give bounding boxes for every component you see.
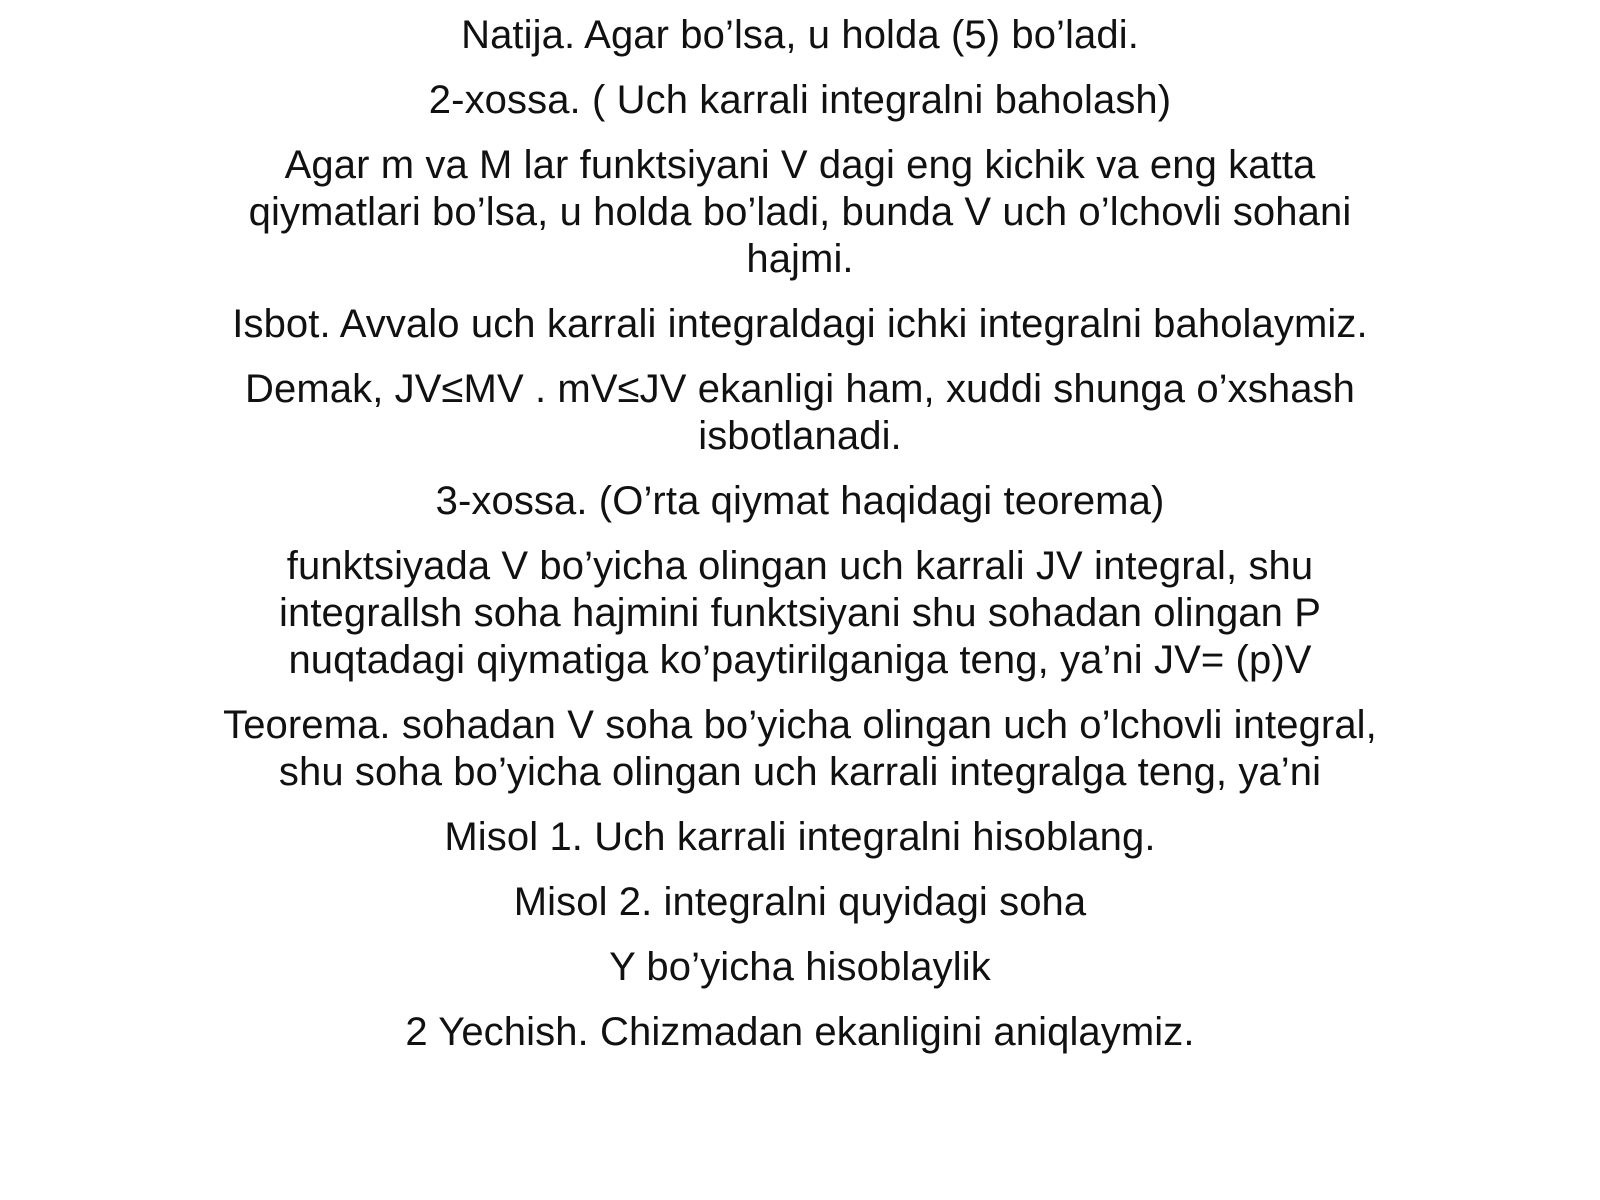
paragraph-demak: Demak, JV≤MV . mV≤JV ekanligi ham, xuddi shunga o’xshash isbotlanadi. xyxy=(245,367,1355,458)
paragraph-misol-2: Misol 2. integralni quyidagi soha xyxy=(513,880,1087,924)
paragraph-xossa-2: 2-xossa. ( Uch karrali integralni baholash) xyxy=(428,78,1172,122)
paragraph-yechish: 2 Yechish. Chizmadan ekanligini aniqlaymiz. xyxy=(405,1010,1195,1054)
paragraph-teorema: Teorema. sohadan V soha bo’yicha olingan uch o’lchovli integral, shu soha bo’yicha olingan uch karrali integralga teng, ya’ni xyxy=(223,703,1377,794)
text-body xyxy=(200,12,1400,1056)
paragraph-agar: Agar m va M lar funktsiyani V dagi eng kichik va eng katta qiymatlari bo’lsa, u holda bo’ladi, bunda V uch o’lchovli sohani hajmi. xyxy=(248,143,1352,281)
paragraph-xossa-3: 3-xossa. (O’rta qiymat haqidagi teorema) xyxy=(435,479,1165,523)
paragraph-natija: Natija. Agar bo’lsa, u holda (5) bo’ladi. xyxy=(461,13,1139,57)
paragraph-misol-1: Misol 1. Uch karrali integralni hisoblang. xyxy=(444,815,1156,859)
paragraph-funktsiyada: funktsiyada V bo’yicha olingan uch karrali JV integral, shu integrallsh soha hajmini funktsiyani shu sohadan olingan P nuqtadagi qiymatiga ko’paytirilganiga teng, ya’ni JV= (p)V xyxy=(278,544,1321,682)
paragraph-y-boyicha: Y bo’yicha hisoblaylik xyxy=(609,945,991,989)
paragraph-isbot: Isbot. Avvalo uch karrali integraldagi ichki integralni baholaymiz. xyxy=(232,302,1368,346)
